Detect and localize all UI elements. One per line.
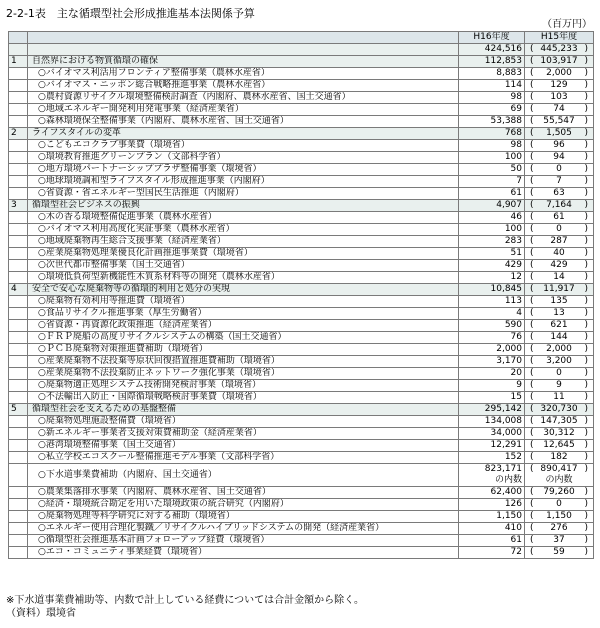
item-h15-value: 276 xyxy=(550,523,568,533)
item-h15-value: 7 xyxy=(556,176,562,186)
item-h15-value: 0 xyxy=(556,224,562,234)
item-name: ○ＰＣＢ廃棄物対策推進費補助（環境省） xyxy=(28,344,459,356)
item-h15: ( 11 ) xyxy=(525,392,594,404)
item-h15-value: 11 xyxy=(553,392,565,402)
item-h15-value: 74 xyxy=(553,104,565,114)
item-h16 xyxy=(459,464,525,487)
item-h15-value: 182 xyxy=(550,452,568,462)
item-h15-value: 40 xyxy=(553,248,565,258)
item-h15-value: 890,417 xyxy=(540,464,578,474)
item-h16-note: の内数 xyxy=(494,475,522,485)
category-h16: 10,845 xyxy=(459,284,525,296)
category-name: 循環型社会を支えるための基盤整備 xyxy=(28,404,459,416)
item-name: ○新エネルギー事業者支援対策費補助金（経済産業省） xyxy=(28,428,459,440)
item-blank-no xyxy=(9,511,28,523)
item-blank-no xyxy=(9,92,28,104)
item-h15: ( 3,200 ) xyxy=(525,356,594,368)
item-h15-note: の内数 xyxy=(545,475,573,485)
item-row xyxy=(9,260,594,272)
category-h16: 4,907 xyxy=(459,200,525,212)
item-h16: 98 xyxy=(459,92,525,104)
item-row xyxy=(9,511,594,523)
item-h15: ( 37 ) xyxy=(525,535,594,547)
item-blank-no xyxy=(9,368,28,380)
category-row xyxy=(9,200,594,212)
item-h15-value: 94 xyxy=(553,152,565,162)
item-blank-no xyxy=(9,499,28,511)
item-name: ○産業廃棄物不法投棄防止ネットワーク強化事業（環境省） xyxy=(28,368,459,380)
item-name: ○バイオマス・ニッポン総合戦略推進事業（農林水産省） xyxy=(28,80,459,92)
category-name: ライフスタイルの変革 xyxy=(28,128,459,140)
item-blank-no xyxy=(9,272,28,284)
item-h16-value: 823,171 xyxy=(484,464,522,474)
item-h16: 98 xyxy=(459,140,525,152)
item-h15: ( 144 ) xyxy=(525,332,594,344)
category-h16: 295,142 xyxy=(459,404,525,416)
item-blank-no xyxy=(9,104,28,116)
item-h16: 283 xyxy=(459,236,525,248)
unit-label: （百万円） xyxy=(542,19,592,30)
item-blank-no xyxy=(9,464,28,487)
item-name: ○廃棄物処理施設整備費（環境省） xyxy=(28,416,459,428)
item-name: ○環境教育推進グリーンプラン（文部科学省） xyxy=(28,152,459,164)
item-blank-no xyxy=(9,176,28,188)
item-h16: 69 xyxy=(459,104,525,116)
item-h16: 2,000 xyxy=(459,344,525,356)
item-h16: 590 xyxy=(459,320,525,332)
item-row xyxy=(9,80,594,92)
item-blank-no xyxy=(9,380,28,392)
item-h15-value: 59 xyxy=(553,547,565,557)
item-row xyxy=(9,212,594,224)
total-h16: 424,516 xyxy=(459,44,525,56)
item-name: ○食品リサイクル推進事業（厚生労働省） xyxy=(28,308,459,320)
item-name: ○森林環境保全整備事業（内閣府、農林水産省、国土交通省） xyxy=(28,116,459,128)
total-h15-value: 445,233 xyxy=(540,44,578,54)
item-h15: ( 0 ) xyxy=(525,224,594,236)
item-h16: 7 xyxy=(459,176,525,188)
item-blank-no xyxy=(9,440,28,452)
item-h15: ( 59 ) xyxy=(525,547,594,559)
item-h15: ( 287 ) xyxy=(525,236,594,248)
item-h15-value: 79,260 xyxy=(543,487,575,497)
item-name: ○廃棄物処理等科学研究に対する補助（環境省） xyxy=(28,511,459,523)
item-row xyxy=(9,416,594,428)
item-name: ○省資源・再資源化政策推進（経済産業省） xyxy=(28,320,459,332)
item-h15: ( 94 ) xyxy=(525,152,594,164)
item-h15: ( 103 ) xyxy=(525,92,594,104)
item-h15-value: 2,000 xyxy=(546,344,572,354)
item-h15: ( 182 ) xyxy=(525,452,594,464)
total-row xyxy=(9,44,594,56)
item-row xyxy=(9,164,594,176)
item-h16: 46 xyxy=(459,212,525,224)
item-h15-value: 1,150 xyxy=(546,511,572,521)
item-h15: ( 61 ) xyxy=(525,212,594,224)
item-h15-value: 3,200 xyxy=(546,356,572,366)
item-h16: 12 xyxy=(459,272,525,284)
category-name: 循環型社会ビジネスの振興 xyxy=(28,200,459,212)
category-h15-value: 320,730 xyxy=(540,404,578,414)
item-name: ○省資源・省エネルギー型国民生活推進（内閣府） xyxy=(28,188,459,200)
item-blank-no xyxy=(9,68,28,80)
item-h15: ( 30,312 ) xyxy=(525,428,594,440)
item-blank-no xyxy=(9,416,28,428)
item-row xyxy=(9,92,594,104)
item-row xyxy=(9,487,594,499)
item-row xyxy=(9,224,594,236)
total-blank-no xyxy=(9,44,28,56)
item-name: ○下水道事業費補助（内閣府、国土交通省） xyxy=(28,464,459,487)
item-h15-value: 429 xyxy=(550,260,568,270)
category-number: 5 xyxy=(9,404,28,416)
item-h15-value: 14 xyxy=(553,272,565,282)
item-blank-no xyxy=(9,344,28,356)
item-h16: 152 xyxy=(459,452,525,464)
item-row xyxy=(9,428,594,440)
item-name: ○地域廃棄物再生総合支援事業（経済産業省） xyxy=(28,236,459,248)
item-h15-value: 55,547 xyxy=(543,116,575,126)
item-h16: 9 xyxy=(459,380,525,392)
item-blank-no xyxy=(9,236,28,248)
item-row xyxy=(9,332,594,344)
item-name: ○経済・環境統合勘定を用いた環境政策の統合研究（内閣府） xyxy=(28,499,459,511)
notes xyxy=(6,594,364,620)
item-blank-no xyxy=(9,260,28,272)
header-row xyxy=(9,32,594,44)
item-h16: 51 xyxy=(459,248,525,260)
item-h15-value: 37 xyxy=(553,535,565,545)
item-h16: 126 xyxy=(459,499,525,511)
item-h15-value: 103 xyxy=(550,92,568,102)
category-number: 2 xyxy=(9,128,28,140)
item-row xyxy=(9,140,594,152)
item-blank-no xyxy=(9,523,28,535)
category-h15-value: 7,164 xyxy=(546,200,572,210)
item-h15-value: 30,312 xyxy=(543,428,575,438)
item-h16: 61 xyxy=(459,188,525,200)
item-row xyxy=(9,452,594,464)
item-name: ○次世代都市整備事業（国土交通省） xyxy=(28,260,459,272)
item-name: ○廃棄物有効利用等推進費（環境省） xyxy=(28,296,459,308)
item-h15-value: 287 xyxy=(550,236,568,246)
item-name: ○エネルギー使用合理化製鐵／リサイクルハイブリッドシステムの開発（経済産業省） xyxy=(28,523,459,535)
item-name: ○地球環境調和型ライフスタイル形成推進事業（内閣府） xyxy=(28,176,459,188)
category-number: 3 xyxy=(9,200,28,212)
item-blank-no xyxy=(9,212,28,224)
item-h16: 53,388 xyxy=(459,116,525,128)
item-h16: 113 xyxy=(459,296,525,308)
item-blank-no xyxy=(9,116,28,128)
item-h15: ( 40 ) xyxy=(525,248,594,260)
item-blank-no xyxy=(9,428,28,440)
item-h15: ( 55,547 ) xyxy=(525,116,594,128)
category-h16: 768 xyxy=(459,128,525,140)
category-h16: 112,853 xyxy=(459,56,525,68)
item-row xyxy=(9,152,594,164)
item-h15: ( 147,305 ) xyxy=(525,416,594,428)
item-h16: 20 xyxy=(459,368,525,380)
item-h15: ( 9 ) xyxy=(525,380,594,392)
item-name: ○私立学校エコスクール整備推進モデル事業（文部科学省） xyxy=(28,452,459,464)
footnote: ※下水道事業費補助等、内数で計上している経費については合計金額から除く。 xyxy=(6,595,364,606)
item-h16: 50 xyxy=(459,164,525,176)
item-h16: 4 xyxy=(459,308,525,320)
category-name: 安全で安心な廃棄物等の循環的利用と処分の実現 xyxy=(28,284,459,296)
item-row xyxy=(9,272,594,284)
item-row xyxy=(9,356,594,368)
item-blank-no xyxy=(9,487,28,499)
item-h15-value: 0 xyxy=(556,499,562,509)
item-blank-no xyxy=(9,308,28,320)
item-h15: ( 74 ) xyxy=(525,104,594,116)
item-h15-value: 621 xyxy=(550,320,568,330)
item-name: ○農業集落排水事業（内閣府、農林水産省、国土交通省） xyxy=(28,487,459,499)
item-name: ○廃棄物適正処理システム技術開発検討事業（環境省） xyxy=(28,380,459,392)
item-blank-no xyxy=(9,452,28,464)
item-h15: ( 12,645 ) xyxy=(525,440,594,452)
category-name: 自然界における物質循環の確保 xyxy=(28,56,459,68)
item-h15-value: 0 xyxy=(556,368,562,378)
item-h16: 76 xyxy=(459,332,525,344)
category-row xyxy=(9,284,594,296)
item-row xyxy=(9,236,594,248)
item-h16: 429 xyxy=(459,260,525,272)
item-h15-value: 96 xyxy=(553,140,565,150)
item-row xyxy=(9,464,594,487)
item-h15-value: 63 xyxy=(553,188,565,198)
category-row xyxy=(9,404,594,416)
item-h15: ( 276 ) xyxy=(525,523,594,535)
item-name: ○産業廃棄物不法投棄等原状回復措置推進費補助（環境省） xyxy=(28,356,459,368)
item-name: ○エコ・コミュニティ事業経費（環境省） xyxy=(28,547,459,559)
item-h16: 61 xyxy=(459,535,525,547)
item-h16: 62,400 xyxy=(459,487,525,499)
header-h15: H15年度 xyxy=(525,32,594,44)
category-h15-value: 103,917 xyxy=(540,56,578,66)
item-name: ○港湾環境整備事業（国土交通省） xyxy=(28,440,459,452)
item-blank-no xyxy=(9,140,28,152)
item-row xyxy=(9,68,594,80)
item-h15-value: 9 xyxy=(556,380,562,390)
category-h15: ( 103,917 ) xyxy=(525,56,594,68)
item-row xyxy=(9,499,594,511)
item-h15: ( 7 ) xyxy=(525,176,594,188)
category-h15-value: 11,917 xyxy=(543,284,575,294)
item-h15-value: 12,645 xyxy=(543,440,575,450)
item-h16: 410 xyxy=(459,523,525,535)
item-row xyxy=(9,440,594,452)
item-h15: ( 14 ) xyxy=(525,272,594,284)
item-h16: 134,008 xyxy=(459,416,525,428)
category-h15: ( 1,505 ) xyxy=(525,128,594,140)
item-h15: ( 135 ) xyxy=(525,296,594,308)
item-h16: 8,883 xyxy=(459,68,525,80)
item-name: ○バイオマス利活用フロンティア整備事業（農林水産省） xyxy=(28,68,459,80)
item-blank-no xyxy=(9,356,28,368)
item-h15: ( 0 ) xyxy=(525,368,594,380)
item-h16: 34,000 xyxy=(459,428,525,440)
item-name: ○木の香る環境整備促進事業（農林水産省） xyxy=(28,212,459,224)
item-name: ○バイオマス利用高度化実証事業（農林水産省） xyxy=(28,224,459,236)
item-h16: 100 xyxy=(459,152,525,164)
item-blank-no xyxy=(9,320,28,332)
item-h15-value: 13 xyxy=(553,308,565,318)
item-row xyxy=(9,308,594,320)
item-h15-value: 2,000 xyxy=(546,68,572,78)
item-h16: 100 xyxy=(459,224,525,236)
header-blank-no xyxy=(9,32,28,44)
item-row xyxy=(9,380,594,392)
item-row xyxy=(9,188,594,200)
category-row xyxy=(9,128,594,140)
category-h15: ( 11,917 ) xyxy=(525,284,594,296)
item-h15-value: 147,305 xyxy=(540,416,578,426)
item-h15: ( 1,150 ) xyxy=(525,511,594,523)
item-h16: 1,150 xyxy=(459,511,525,523)
item-h15: ( 890,417 ) の内数 xyxy=(525,464,594,487)
item-row xyxy=(9,176,594,188)
category-h15: ( 320,730 ) xyxy=(525,404,594,416)
item-blank-no xyxy=(9,547,28,559)
category-h15: ( 7,164 ) xyxy=(525,200,594,212)
item-blank-no xyxy=(9,188,28,200)
item-row xyxy=(9,523,594,535)
item-name: ○ＦＲＰ廃船の高度リサイクルシステムの構築（国土交通省） xyxy=(28,332,459,344)
item-h15: ( 621 ) xyxy=(525,320,594,332)
item-h15: ( 13 ) xyxy=(525,308,594,320)
item-h15: ( 0 ) xyxy=(525,164,594,176)
item-h16: 3,170 xyxy=(459,356,525,368)
table-title: 2-2-1表 主な循環型社会形成推進基本法関係予算 xyxy=(6,7,255,20)
item-blank-no xyxy=(9,152,28,164)
item-h15: ( 2,000 ) xyxy=(525,344,594,356)
category-h15-value: 1,505 xyxy=(546,128,572,138)
item-h15: ( 2,000 ) xyxy=(525,68,594,80)
source-note: （資料）環境省 xyxy=(6,608,76,619)
item-name: ○環境低負荷型新機能性木質系材料等の開発（農林水産省） xyxy=(28,272,459,284)
total-h15: ( 445,233 ) xyxy=(525,44,594,56)
item-name: ○不法輸出入防止・国際循環戦略検討事業費（環境省） xyxy=(28,392,459,404)
item-h16: 15 xyxy=(459,392,525,404)
item-h16: 72 xyxy=(459,547,525,559)
item-name: ○地域エネルギー開発利用発電事業（経済産業省） xyxy=(28,104,459,116)
item-name: ○循環型社会推進基本計画フォローアップ経費（環境省） xyxy=(28,535,459,547)
item-blank-no xyxy=(9,80,28,92)
item-row xyxy=(9,392,594,404)
item-row xyxy=(9,248,594,260)
item-h15: ( 79,260 ) xyxy=(525,487,594,499)
item-row xyxy=(9,344,594,356)
category-number: 1 xyxy=(9,56,28,68)
item-h15-value: 135 xyxy=(550,296,568,306)
item-h15: ( 63 ) xyxy=(525,188,594,200)
item-blank-no xyxy=(9,392,28,404)
item-h16: 12,291 xyxy=(459,440,525,452)
item-name: ○産業廃棄物処理業優良化計画推進事業費（環境省） xyxy=(28,248,459,260)
item-h15-value: 61 xyxy=(553,212,565,222)
item-h15: ( 0 ) xyxy=(525,499,594,511)
budget-table xyxy=(8,31,594,559)
item-blank-no xyxy=(9,296,28,308)
item-blank-no xyxy=(9,224,28,236)
item-name: ○こどもエコクラブ事業費（環境省） xyxy=(28,140,459,152)
category-row xyxy=(9,56,594,68)
item-row xyxy=(9,368,594,380)
header-blank-name xyxy=(28,32,459,44)
item-h16: 114 xyxy=(459,80,525,92)
item-name: ○農村資源リサイクル環境整備検討調査（内閣府、農林水産省、国土交通省） xyxy=(28,92,459,104)
item-row xyxy=(9,116,594,128)
item-row xyxy=(9,104,594,116)
item-name: ○地方環境パートナーシッププラザ整備事業（環境省） xyxy=(28,164,459,176)
item-h15: ( 129 ) xyxy=(525,80,594,92)
item-row xyxy=(9,320,594,332)
total-blank-name xyxy=(28,44,459,56)
category-number: 4 xyxy=(9,284,28,296)
item-h15-value: 129 xyxy=(550,80,568,90)
item-h15: ( 96 ) xyxy=(525,140,594,152)
item-row xyxy=(9,296,594,308)
item-row xyxy=(9,535,594,547)
item-blank-no xyxy=(9,164,28,176)
header-h16: H16年度 xyxy=(459,32,525,44)
item-row xyxy=(9,547,594,559)
item-blank-no xyxy=(9,332,28,344)
item-blank-no xyxy=(9,248,28,260)
item-h15: ( 429 ) xyxy=(525,260,594,272)
item-h15-value: 0 xyxy=(556,164,562,174)
item-h15-value: 144 xyxy=(550,332,568,342)
item-blank-no xyxy=(9,535,28,547)
